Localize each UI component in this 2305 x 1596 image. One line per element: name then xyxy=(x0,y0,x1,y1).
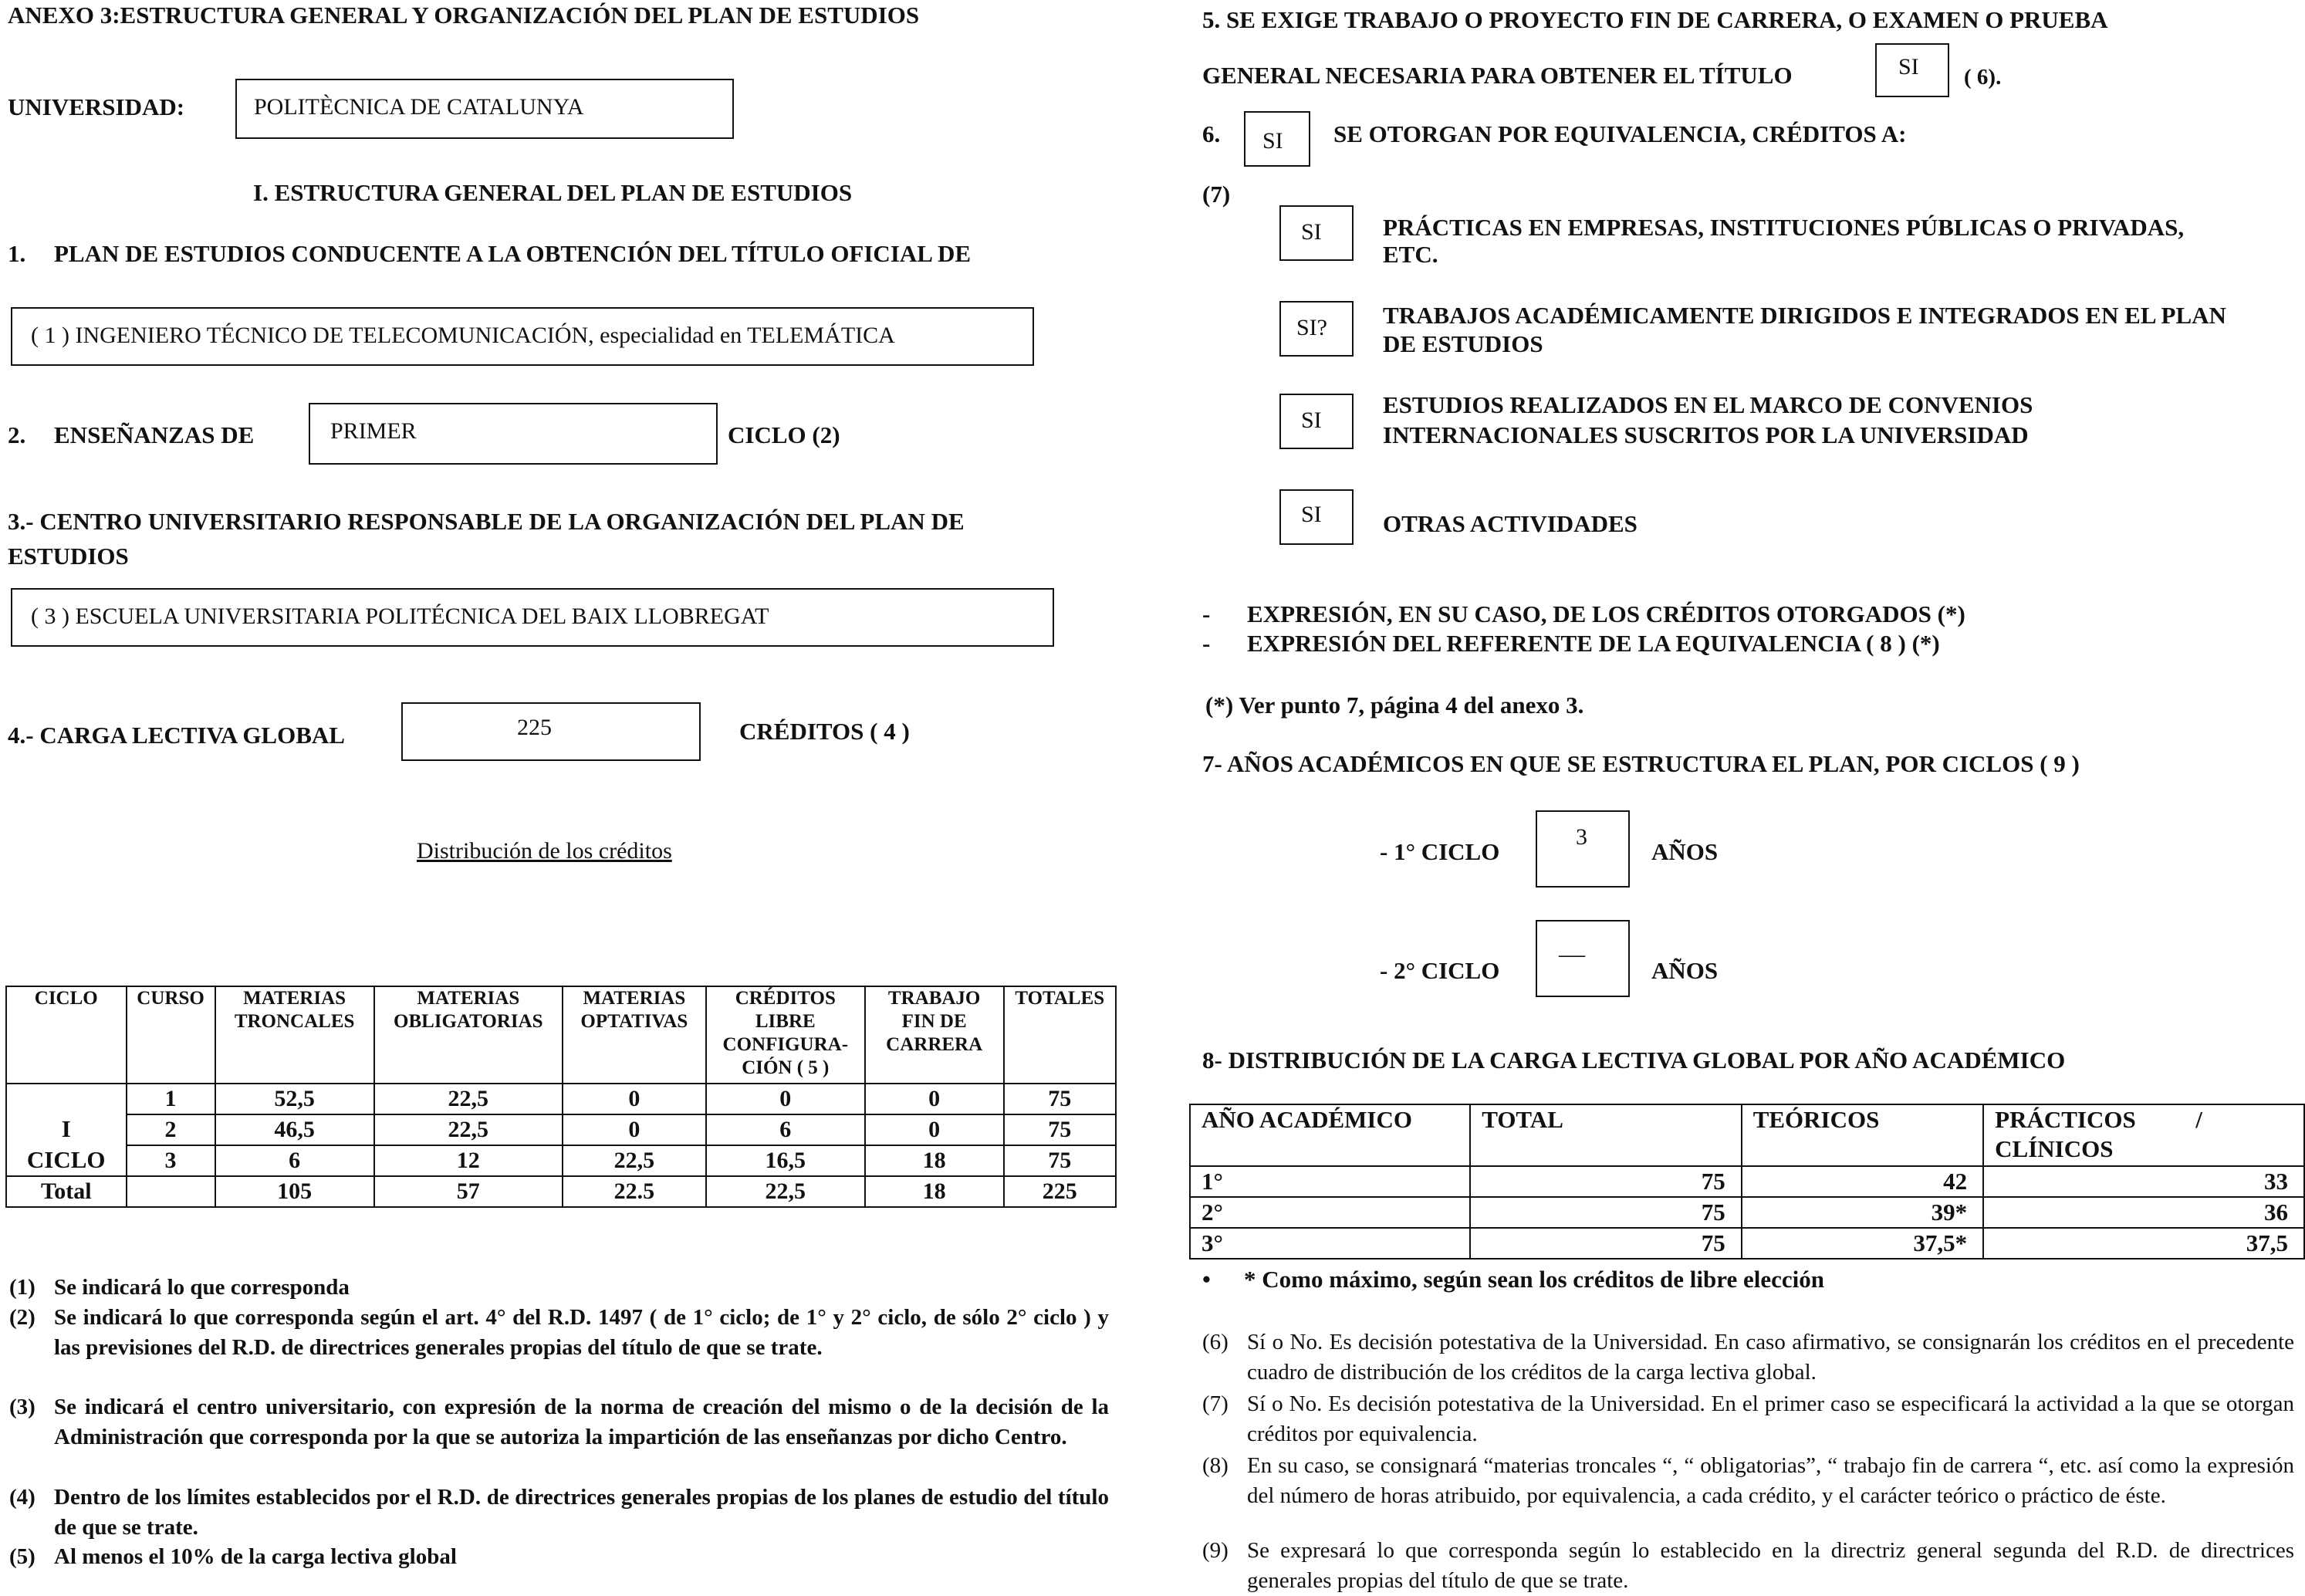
table-cell: 75 xyxy=(1004,1084,1116,1114)
table-row xyxy=(6,1084,1116,1114)
table-cell: 39* xyxy=(1742,1197,1983,1228)
footnote-1: (1) Se indicará lo que corresponda xyxy=(9,1275,350,1300)
footnote-3: (3) Se indicará el centro universitario, con expresión de la norma de creación del mismo o de la decisión de la Administración que corresponda por la que se autoriza la impartición de las enseñanzas por dicho Centro. xyxy=(9,1395,1109,1449)
bullet-2: EXPRESIÓN DEL REFERENTE DE LA EQUIVALENCIA ( 8 ) (*) xyxy=(1247,630,1940,657)
table-cell: 0 xyxy=(563,1114,706,1145)
equiv-box-academic-work: SI? xyxy=(1279,301,1354,357)
credit-distribution-table xyxy=(5,986,1117,1208)
equiv-text-academic-work-2: DE ESTUDIOS xyxy=(1383,330,1543,357)
table-cell: 225 xyxy=(1004,1176,1116,1207)
table-row xyxy=(6,1114,1116,1145)
table-cell: 3 xyxy=(127,1145,215,1176)
table-cell: 75 xyxy=(1470,1166,1742,1197)
cycle-value: PRIMER xyxy=(330,418,417,444)
table-cell: 16,5 xyxy=(706,1145,865,1176)
table-cell: 6 xyxy=(706,1114,865,1145)
table-cell: 75 xyxy=(1004,1114,1116,1145)
item3-line2: ESTUDIOS xyxy=(8,543,129,570)
table-header-row xyxy=(1190,1104,2304,1166)
table-cell: 22.5 xyxy=(563,1176,706,1207)
table-header: TEÓRICOS xyxy=(1742,1104,1983,1166)
equivalence-field xyxy=(1244,111,1310,167)
table-row xyxy=(1190,1166,2304,1197)
table-header: CURSO xyxy=(127,986,215,1084)
table-cell: 2 xyxy=(127,1114,215,1145)
final-project-value: SI xyxy=(1898,54,1919,79)
table-header: TRABAJO FIN DE CARRERA xyxy=(865,986,1004,1084)
table-cell: 22,5 xyxy=(374,1084,563,1114)
equiv-text-agreements-2: INTERNACIONALES SUSCRITOS POR LA UNIVERSIDAD xyxy=(1383,421,2029,448)
ciclo-top: I xyxy=(61,1115,71,1142)
table-cell: 105 xyxy=(215,1176,374,1207)
item7-marker: (7) xyxy=(1202,181,1231,208)
table-cell: 37,5 xyxy=(1983,1228,2304,1259)
table-cell: 0 xyxy=(865,1084,1004,1114)
section-title: I. ESTRUCTURA GENERAL DEL PLAN DE ESTUDIOS xyxy=(253,179,853,206)
table-row xyxy=(6,1145,1116,1176)
table-cell: 18 xyxy=(865,1176,1004,1207)
table-cell: 52,5 xyxy=(215,1084,374,1114)
table-cell: 6 xyxy=(215,1145,374,1176)
final-project-field xyxy=(1875,43,1949,97)
table-cell: 18 xyxy=(865,1145,1004,1176)
credits-value: 225 xyxy=(517,715,552,740)
table-header: TOTALES xyxy=(1004,986,1116,1084)
table-cell: 22,5 xyxy=(563,1145,706,1176)
equiv-text-internships-1: PRÁCTICAS EN EMPRESAS, INSTITUCIONES PÚBLICAS O PRIVADAS, xyxy=(1383,214,2185,241)
cycle2-suffix: AÑOS xyxy=(1651,957,1719,984)
item4-label: 4.- CARGA LECTIVA GLOBAL xyxy=(8,722,345,749)
university-label: UNIVERSIDAD: xyxy=(8,93,185,120)
annex-title: ANEXO 3:ESTRUCTURA GENERAL Y ORGANIZACIÓN DEL PLAN DE ESTUDIOS xyxy=(8,2,920,29)
table-cell: 75 xyxy=(1004,1145,1116,1176)
equiv-text-other: OTRAS ACTIVIDADES xyxy=(1383,510,1637,537)
year-distribution-table xyxy=(1189,1104,2305,1260)
table-header: AÑO ACADÉMICO xyxy=(1190,1104,1470,1166)
table-cell: 2° xyxy=(1190,1197,1470,1228)
table-cell: 22,5 xyxy=(706,1176,865,1207)
equiv-box-internships: SI xyxy=(1279,205,1354,261)
equiv-text-internships-2: ETC. xyxy=(1383,241,1438,268)
cycle1-years-value: 3 xyxy=(1576,824,1587,850)
footnote-9: (9) Se expresará lo que corresponda según lo establecido en la directriz general segunda del R.D. de directrices generales propias del título de que se trate. xyxy=(1202,1538,2294,1593)
item5-line1: 5. SE EXIGE TRABAJO O PROYECTO FIN DE CARRERA, O EXAMEN O PRUEBA xyxy=(1202,6,2108,33)
cycle1-label: - 1° CICLO xyxy=(1380,838,1500,865)
university-field xyxy=(235,79,734,139)
distribution-title: Distribución de los créditos xyxy=(417,838,672,864)
table-cell: 0 xyxy=(706,1084,865,1114)
university-value: POLITÈCNICA DE CATALUNYA xyxy=(254,94,584,120)
table-cell: 22,5 xyxy=(374,1114,563,1145)
equivalence-value: SI xyxy=(1262,128,1283,154)
table-header: MATERIAS OPTATIVAS xyxy=(563,986,706,1084)
item8-title: 8- DISTRIBUCIÓN DE LA CARGA LECTIVA GLOBAL POR AÑO ACADÉMICO xyxy=(1202,1047,2066,1074)
item6-text: SE OTORGAN POR EQUIVALENCIA, CRÉDITOS A: xyxy=(1333,120,1907,147)
footnote-8: (8) En su caso, se consignará “materias troncales “, “ obligatorias”, “ trabajo fin de carrera “, etc. así como la expresión del número de horas atribuido, por equivalencia, a cada crédito, y el carácter teórico o práctico de éste. xyxy=(1202,1453,2294,1508)
max-footnote: * Como máximo, según sean los créditos de libre elección xyxy=(1244,1266,1824,1293)
footnote-2: (2) Se indicará lo que corresponda según el art. 4° del R.D. 1497 ( de 1° ciclo; de 1° y 2° ciclo, de sólo 2° ciclo ) y las previsiones del R.D. de directrices generales propias del título de que se trate. xyxy=(9,1305,1109,1360)
cycle1-suffix: AÑOS xyxy=(1651,838,1719,865)
star-note: (*) Ver punto 7, página 4 del anexo 3. xyxy=(1205,691,1584,719)
table-header: PRÁCTICOS / CLÍNICOS xyxy=(1983,1104,2304,1166)
table-cell: 37,5* xyxy=(1742,1228,1983,1259)
item6-num: 6. xyxy=(1202,120,1221,147)
footnote-5: (5) Al menos el 10% de la carga lectiva global xyxy=(9,1544,457,1569)
table-cell: 36 xyxy=(1983,1197,2304,1228)
table-header: MATERIAS TRONCALES xyxy=(215,986,374,1084)
center-field xyxy=(11,588,1054,647)
table-row xyxy=(1190,1197,2304,1228)
degree-value: ( 1 ) INGENIERO TÉCNICO DE TELECOMUNICACIÓN, especialidad en TELEMÁTICA xyxy=(31,323,895,348)
degree-field xyxy=(11,307,1034,366)
item2-label: ENSEÑANZAS DE xyxy=(54,421,255,448)
equiv-text-agreements-1: ESTUDIOS REALIZADOS EN EL MARCO DE CONVENIOS xyxy=(1383,391,2033,418)
table-cell: 12 xyxy=(374,1145,563,1176)
credits-field xyxy=(401,702,701,761)
item4-suffix: CRÉDITOS ( 4 ) xyxy=(739,718,910,745)
equiv-box-agreements: SI xyxy=(1279,394,1354,449)
item7-title: 7- AÑOS ACADÉMICOS EN QUE SE ESTRUCTURA EL PLAN, POR CICLOS ( 9 ) xyxy=(1202,750,2080,777)
table-header-row xyxy=(6,986,1116,1084)
ciclo-cell xyxy=(6,1084,127,1176)
item5-suffix: ( 6). xyxy=(1964,65,2002,90)
cycle1-years-field xyxy=(1536,810,1630,888)
center-value: ( 3 ) ESCUELA UNIVERSITARIA POLITÉCNICA DEL BAIX LLOBREGAT xyxy=(31,604,769,629)
table-header: MATERIAS OBLIGATORIAS xyxy=(374,986,563,1084)
table-cell: 42 xyxy=(1742,1166,1983,1197)
table-cell: 3° xyxy=(1190,1228,1470,1259)
item1-num: 1. xyxy=(8,240,26,267)
bullet-dash-2: - xyxy=(1202,630,1211,657)
item3-line1: 3.- CENTRO UNIVERSITARIO RESPONSABLE DE LA ORGANIZACIÓN DEL PLAN DE xyxy=(8,508,965,535)
table-cell: 0 xyxy=(865,1114,1004,1145)
cycle2-years-value: — xyxy=(1559,940,1585,969)
cycle2-label: - 2° CICLO xyxy=(1380,957,1500,984)
footnote-6: (6) Sí o No. Es decisión potestativa de la Universidad. En caso afirmativo, se consignarán los créditos en el precedente cuadro de distribución de los créditos de la carga lectiva global. xyxy=(1202,1330,2294,1385)
item1-text: PLAN DE ESTUDIOS CONDUCENTE A LA OBTENCIÓN DEL TÍTULO OFICIAL DE xyxy=(54,240,972,267)
table-cell: 46,5 xyxy=(215,1114,374,1145)
cycle2-years-field xyxy=(1536,920,1630,997)
equiv-box-other: SI xyxy=(1279,489,1354,545)
table-cell: Total xyxy=(6,1176,127,1207)
table-cell: 75 xyxy=(1470,1197,1742,1228)
item2-suffix: CICLO (2) xyxy=(728,421,840,448)
footnote-bullet: • xyxy=(1202,1266,1211,1293)
bullet-1: EXPRESIÓN, EN SU CASO, DE LOS CRÉDITOS OTORGADOS (*) xyxy=(1247,600,1965,627)
table-header: CICLO xyxy=(6,986,127,1084)
table-cell: 1° xyxy=(1190,1166,1470,1197)
table-cell: 33 xyxy=(1983,1166,2304,1197)
table-row xyxy=(1190,1228,2304,1259)
table-total-row xyxy=(6,1176,1116,1207)
equiv-text-academic-work-1: TRABAJOS ACADÉMICAMENTE DIRIGIDOS E INTEGRADOS EN EL PLAN xyxy=(1383,302,2226,329)
bullet-dash-1: - xyxy=(1202,600,1211,627)
table-cell: 1 xyxy=(127,1084,215,1114)
table-header: TOTAL xyxy=(1470,1104,1742,1166)
cycle-field xyxy=(309,403,718,465)
footnote-7: (7) Sí o No. Es decisión potestativa de la Universidad. En el primer caso se especificará la actividad a la que se otorgan créditos por equivalencia. xyxy=(1202,1391,2294,1446)
table-header: CRÉDITOS LIBRE CONFIGURA-CIÓN ( 5 ) xyxy=(706,986,865,1084)
table-cell: 0 xyxy=(563,1084,706,1114)
footnote-4: (4) Dentro de los límites establecidos por el R.D. de directrices generales propias de los planes de estudio del título de que se trate. xyxy=(9,1485,1109,1540)
table-cell: 57 xyxy=(374,1176,563,1207)
item2-num: 2. xyxy=(8,421,26,448)
table-cell: 75 xyxy=(1470,1228,1742,1259)
table-cell xyxy=(127,1176,215,1207)
ciclo-bottom: CICLO xyxy=(26,1146,106,1173)
item5-line2: GENERAL NECESARIA PARA OBTENER EL TÍTULO xyxy=(1202,62,1793,89)
